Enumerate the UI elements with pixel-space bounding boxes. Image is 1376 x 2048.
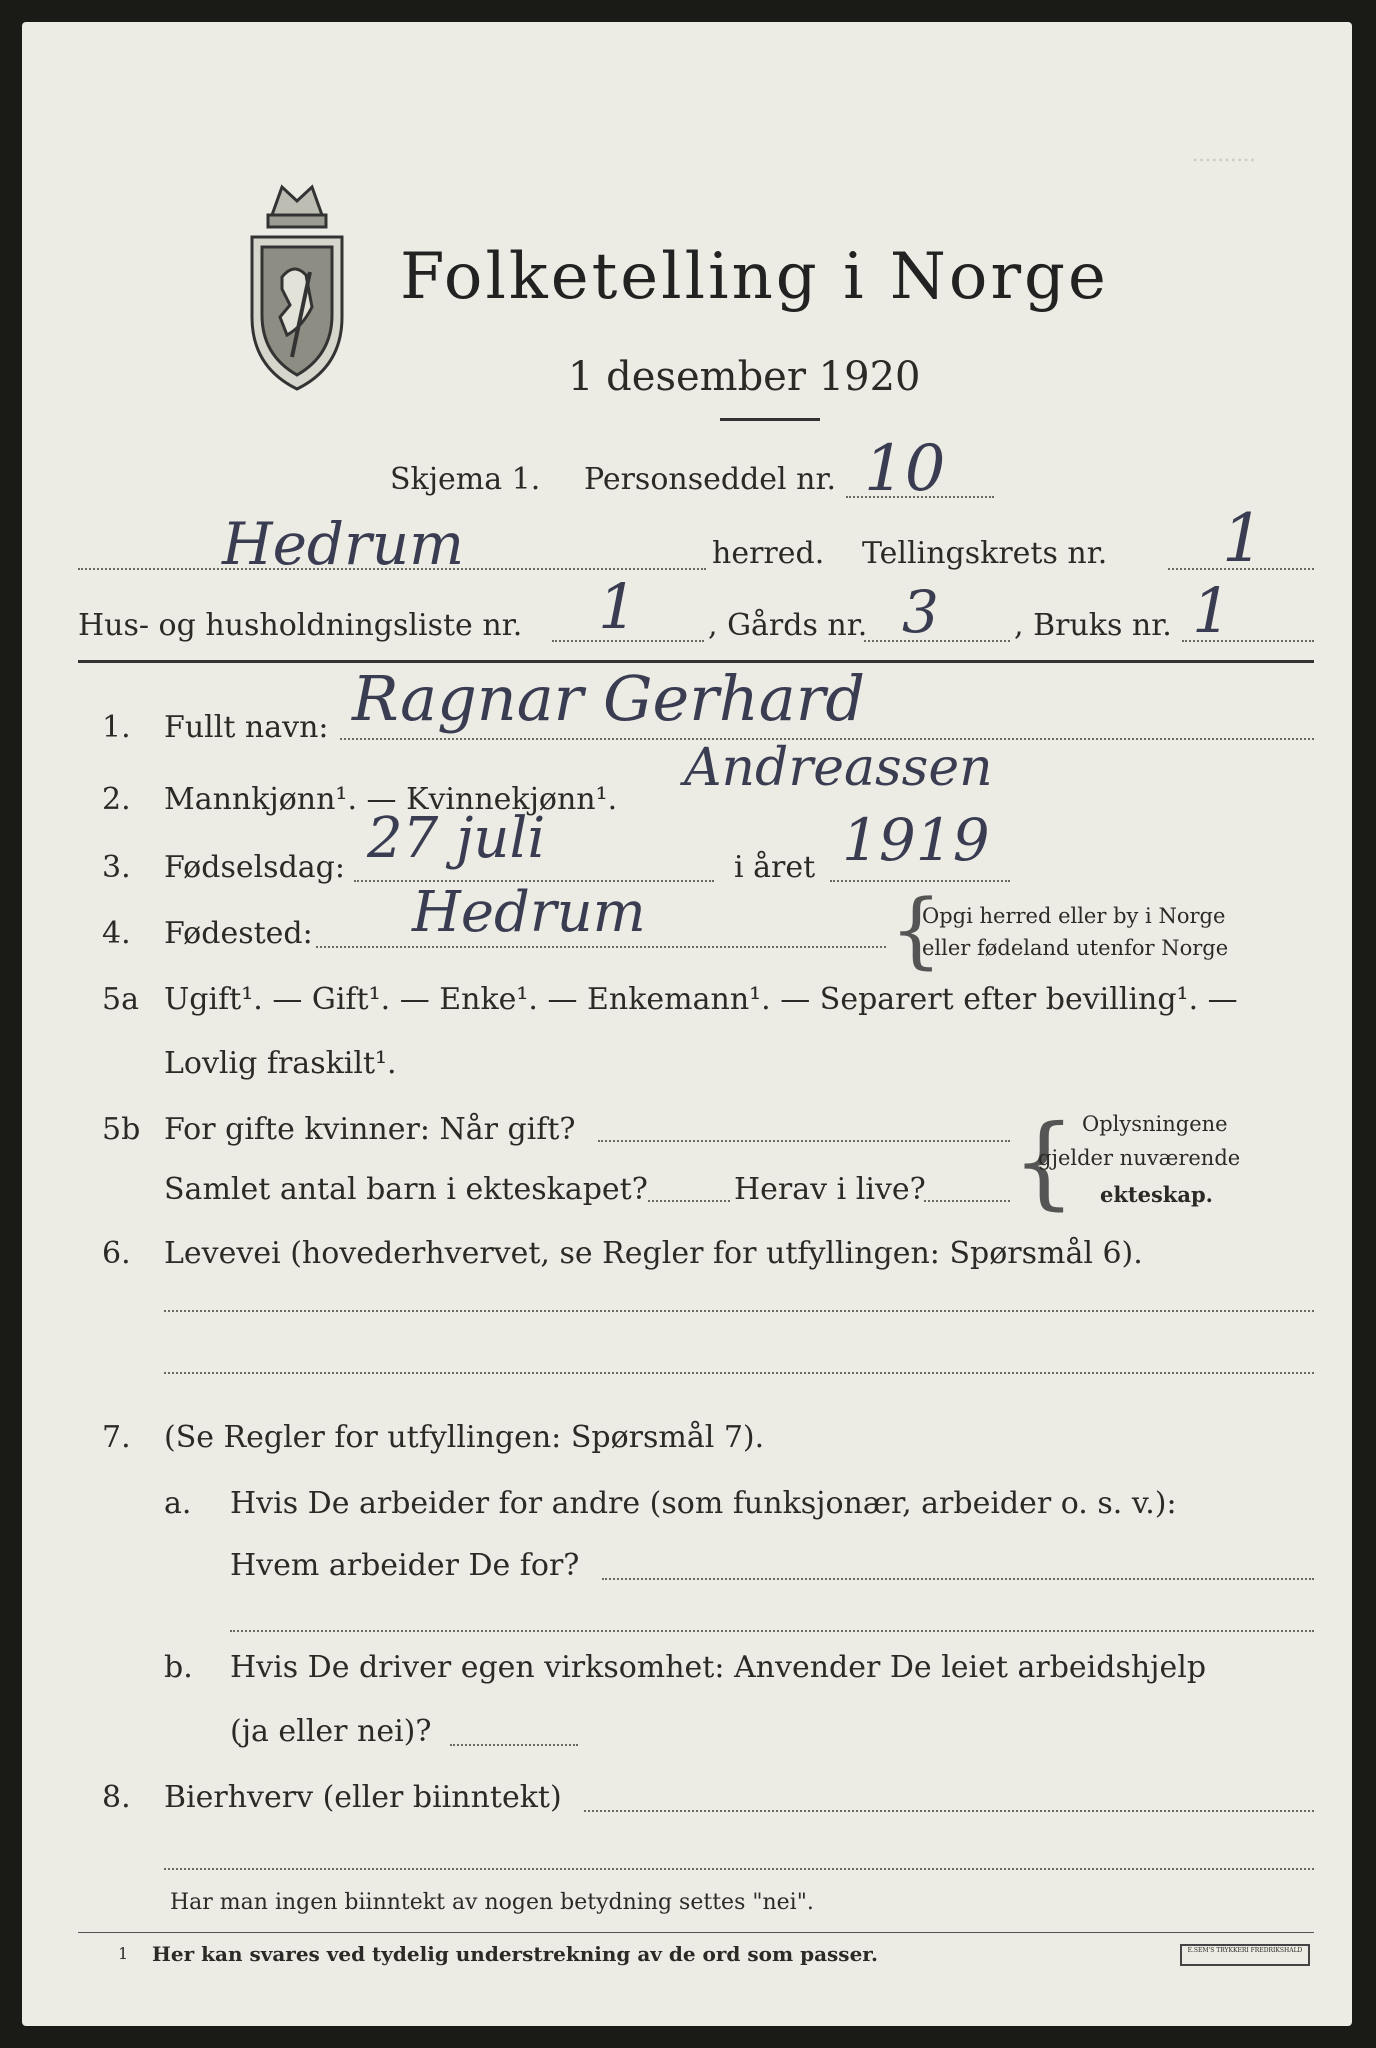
bruks-value: 1 bbox=[1192, 574, 1232, 647]
birthplace-note-line2: eller fødeland utenfor Norge bbox=[922, 936, 1229, 960]
married-when-label: For gifte kvinner: Når gift? bbox=[164, 1112, 576, 1147]
full-name-value-line2: Andreassen bbox=[684, 738, 993, 798]
q1-number: 1. bbox=[102, 710, 131, 745]
full-name-value: Ragnar Gerhard bbox=[352, 662, 866, 735]
q3-number: 3. bbox=[102, 850, 131, 885]
marital-status-options: Ugift¹. — Gift¹. — Enke¹. — Enkemann¹. — Separert efter bevilling¹. — bbox=[164, 982, 1238, 1017]
children-total-label: Samlet antal barn i ekteskapet? bbox=[164, 1172, 648, 1207]
footnote-divider bbox=[78, 1932, 1314, 1933]
census-form: .......... Folketelling i Norge 1 desember 1920 Skjema 1. Personseddel nr. 10 Hedrum herred. Tellingskrets nr. 1 Hus- og husholdningsliste nr. 1 , Gårds nr. 3 , Bruks nr. 1 1. Fullt navn: Ragnar Gerhard Andreassen 2. Mannkjønn¹. — Kvinnekjønn¹. 3. Fødselsdag: 27 juli i året 1919 4. Fødested: Hedrum { Opgi herred eller by i Norge eller fødeland utenfor Norge 5a Ugift¹. — Gift¹. — Enke¹. — Enkemann¹. — Separert efter bevilling¹. — Lovlig fraskilt¹. 5b For gifte kvinner: Når gift? Samlet antal barn i ekteskapet? Herav i live? { Oplysningene gjelder nuværende ekteskap. 6. Levevei (hovederhvervet, se Regler for utfyllingen: Spørsmål 6). 7. (Se Regler for utfyllingen: Spørsmål 7). a. Hvis De arbeider for andre (som funksjonær, arbeider o. s. v.): Hvem arbeider De for? b. Hvis De driver egen virksomhet: Anvender De leiet arbeidshjelp (ja eller nei)? 8. Bierhverv (eller biinntekt) Har man ingen biinntekt av nogen betydning settes "nei". 1 Her kan svares ved tydelig understrekning av de ord som passer. E.SEM'S TRYKKERI FREDRIKSHALD bbox=[22, 22, 1352, 2026]
q8-number: 8. bbox=[102, 1780, 131, 1815]
q7-label: (Se Regler for utfyllingen: Spørsmål 7). bbox=[164, 1420, 765, 1455]
husholdning-label: Hus- og husholdningsliste nr. bbox=[78, 608, 523, 643]
printer-stamp: E.SEM'S TRYKKERI FREDRIKSHALD bbox=[1180, 1944, 1310, 1966]
birth-year-value: 1919 bbox=[842, 806, 990, 874]
full-name-label: Fullt navn: bbox=[164, 710, 329, 745]
gards-label: , Gårds nr. bbox=[708, 608, 868, 643]
marital-status-divorced: Lovlig fraskilt¹. bbox=[164, 1046, 397, 1081]
birthdate-value: 27 juli bbox=[367, 806, 546, 871]
marriage-note-line1: Oplysningene bbox=[1082, 1112, 1228, 1136]
occupation-label: Levevei (hovederhvervet, se Regler for utfyllingen: Spørsmål 6). bbox=[164, 1236, 1143, 1271]
form-title: Folketelling i Norge bbox=[400, 240, 1109, 314]
footnote-mark: 1 bbox=[118, 1944, 129, 1963]
personseddel-label: Personseddel nr. bbox=[584, 462, 837, 497]
birthplace-label: Fødested: bbox=[164, 916, 313, 951]
herred-label: herred. bbox=[712, 536, 825, 571]
marriage-note-line3: ekteskap. bbox=[1100, 1182, 1213, 1207]
employer-label: Hvem arbeider De for? bbox=[230, 1548, 580, 1583]
hired-help-label: (ja eller nei)? bbox=[230, 1714, 432, 1749]
q4-number: 4. bbox=[102, 916, 131, 951]
q5b-number: 5b bbox=[102, 1112, 141, 1147]
coat-of-arms-icon bbox=[232, 177, 362, 397]
occupation-line-1 bbox=[164, 1310, 1314, 1312]
footnote-text: Her kan svares ved tydelig understrekning av de ord som passer. bbox=[152, 1942, 878, 1966]
form-date: 1 desember 1920 bbox=[568, 354, 921, 400]
employed-question: Hvis De arbeider for andre (som funksjonær, arbeider o. s. v.): bbox=[230, 1486, 1177, 1521]
husholdning-value: 1 bbox=[598, 570, 638, 643]
herred-value: Hedrum bbox=[222, 510, 465, 578]
sex-label: Mannkjønn¹. — Kvinnekjønn¹. bbox=[164, 782, 618, 817]
occupation-line-2 bbox=[164, 1372, 1314, 1374]
gards-value: 3 bbox=[902, 578, 939, 646]
bleed-through-text: .......... bbox=[1192, 142, 1256, 166]
tellingskrets-value: 1 bbox=[1222, 500, 1264, 577]
q7a-letter: a. bbox=[164, 1486, 192, 1521]
q7b-letter: b. bbox=[164, 1650, 193, 1685]
side-income-label: Bierhverv (eller biinntekt) bbox=[164, 1780, 562, 1815]
side-income-note: Har man ingen biinntekt av nogen betydning settes "nei". bbox=[170, 1890, 814, 1915]
skjema-label: Skjema 1. bbox=[390, 462, 541, 497]
title-divider bbox=[720, 418, 820, 421]
q5a-number: 5a bbox=[102, 982, 139, 1017]
birth-year-label: i året bbox=[734, 850, 816, 885]
q2-number: 2. bbox=[102, 782, 131, 817]
self-employed-question: Hvis De driver egen virksomhet: Anvender De leiet arbeidshjelp bbox=[230, 1650, 1207, 1685]
birthdate-label: Fødselsdag: bbox=[164, 850, 345, 885]
birthplace-value: Hedrum bbox=[412, 880, 646, 945]
birthplace-note-line1: Opgi herred eller by i Norge bbox=[922, 904, 1226, 928]
bruks-label: , Bruks nr. bbox=[1014, 608, 1172, 643]
personseddel-number: 10 bbox=[864, 432, 946, 506]
q7-number: 7. bbox=[102, 1420, 131, 1455]
marriage-note-line2: gjelder nuværende bbox=[1038, 1146, 1241, 1170]
children-alive-label: Herav i live? bbox=[734, 1172, 926, 1207]
q6-number: 6. bbox=[102, 1236, 131, 1271]
tellingskrets-label: Tellingskrets nr. bbox=[862, 536, 1108, 571]
